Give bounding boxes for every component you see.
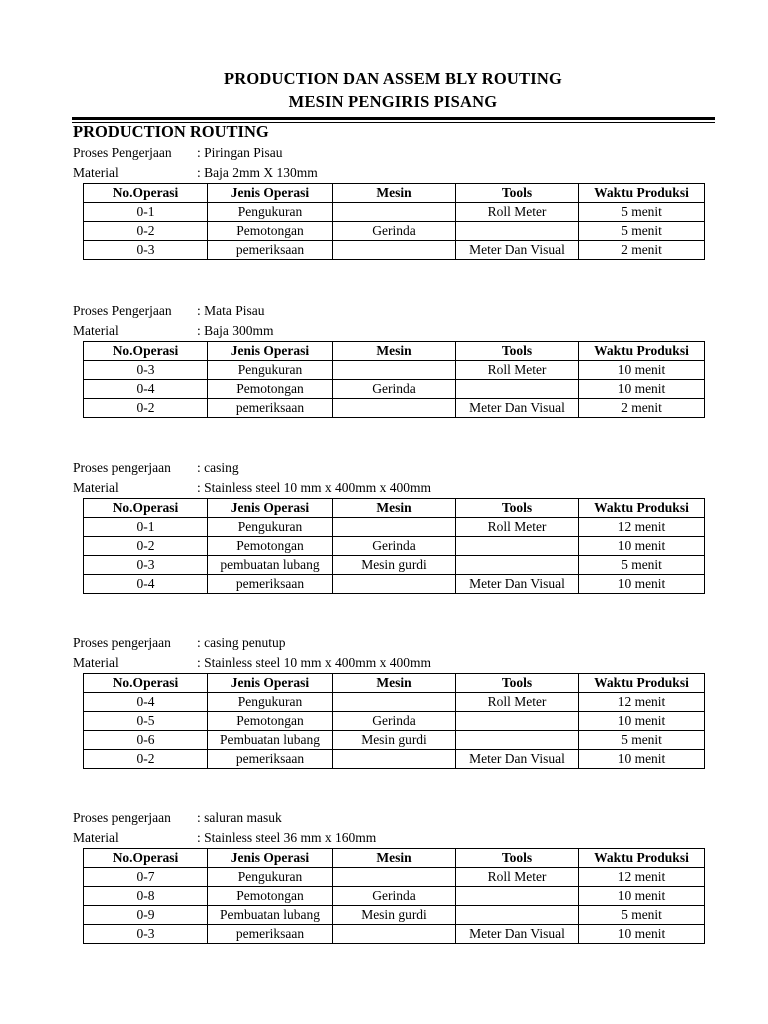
table-cell: Meter Dan Visual [456,750,579,769]
table-cell: 10 menit [579,887,705,906]
column-header: Mesin [333,674,456,693]
table-cell [456,380,579,399]
table-cell: pemeriksaan [208,575,333,594]
proses-label: Proses pengerjaan [73,810,171,825]
table-cell: 10 menit [579,750,705,769]
routing-table [83,673,705,769]
table-row [84,887,705,906]
table-cell: 10 menit [579,925,705,944]
material-value: : Baja 300mm [197,323,274,338]
table-row [84,537,705,556]
column-header: Waktu Produksi [579,342,705,361]
table-cell: 0-5 [84,712,208,731]
proses-value: : Mata Pisau [197,303,265,318]
table-row [84,731,705,750]
table-cell: Pemotongan [208,537,333,556]
table-row [84,575,705,594]
table-cell [333,693,456,712]
table-cell: Gerinda [333,712,456,731]
table-cell [333,518,456,537]
document-title: PRODUCTION DAN ASSEM BLY ROUTING [224,69,562,88]
column-header: Jenis Operasi [208,674,333,693]
table-cell [333,575,456,594]
table-cell: Pembuatan lubang [208,906,333,925]
proses-label: Proses pengerjaan [73,635,171,650]
table-header-row [84,849,705,868]
table-cell: 0-3 [84,241,208,260]
table-cell: 0-2 [84,537,208,556]
table-cell [333,868,456,887]
table-row [84,380,705,399]
table-cell [333,750,456,769]
table-cell [333,203,456,222]
table-cell: Mesin gurdi [333,556,456,575]
table-cell: 0-2 [84,399,208,418]
table-cell: 2 menit [579,399,705,418]
table-row [84,750,705,769]
column-header: No.Operasi [84,184,208,203]
table-row [84,693,705,712]
table-cell: Pengukuran [208,203,333,222]
table-cell: 12 menit [579,693,705,712]
proses-label: Proses Pengerjaan [73,145,172,160]
table-header-row [84,499,705,518]
column-header: Mesin [333,849,456,868]
table-cell: Roll Meter [456,518,579,537]
proses-value: : casing penutup [197,635,286,650]
column-header: No.Operasi [84,674,208,693]
table-cell: Gerinda [333,537,456,556]
column-header: Mesin [333,342,456,361]
column-header: Tools [456,674,579,693]
table-row [84,925,705,944]
table-cell: Roll Meter [456,361,579,380]
material-value: : Stainless steel 36 mm x 160mm [197,830,377,845]
document-subtitle: MESIN PENGIRIS PISANG [288,92,498,111]
table-cell: 12 menit [579,518,705,537]
table-cell: 0-1 [84,203,208,222]
table-cell: 0-4 [84,693,208,712]
column-header: Tools [456,849,579,868]
table-cell: Pengukuran [208,518,333,537]
section-heading: PRODUCTION ROUTING [73,122,269,141]
proses-value: : Piringan Pisau [197,145,283,160]
material-label: Material [73,480,119,495]
table-cell: pemeriksaan [208,399,333,418]
table-cell: Roll Meter [456,693,579,712]
table-row [84,241,705,260]
column-header: Waktu Produksi [579,499,705,518]
column-header: Jenis Operasi [208,499,333,518]
table-row [84,399,705,418]
material-value: : Stainless steel 10 mm x 400mm x 400mm [197,655,431,670]
table-row [84,518,705,537]
table-cell: Pembuatan lubang [208,731,333,750]
proses-value: : casing [197,460,239,475]
table-cell: Gerinda [333,222,456,241]
table-cell: Gerinda [333,380,456,399]
proses-label: Proses Pengerjaan [73,303,172,318]
table-row [84,712,705,731]
table-cell: Pemotongan [208,887,333,906]
header-rule-thick [72,117,715,120]
column-header: No.Operasi [84,342,208,361]
table-header-row [84,674,705,693]
column-header: Waktu Produksi [579,184,705,203]
table-cell: 10 menit [579,537,705,556]
column-header: Jenis Operasi [208,184,333,203]
table-cell [456,731,579,750]
material-label: Material [73,830,119,845]
table-cell: Pengukuran [208,361,333,380]
material-label: Material [73,323,119,338]
table-cell: 0-3 [84,361,208,380]
column-header: Mesin [333,499,456,518]
routing-table [83,341,705,418]
table-cell [333,241,456,260]
table-cell: 12 menit [579,868,705,887]
column-header: Tools [456,184,579,203]
table-cell: 0-1 [84,518,208,537]
table-cell: Mesin gurdi [333,731,456,750]
table-row [84,868,705,887]
table-cell: Gerinda [333,887,456,906]
table-cell: Mesin gurdi [333,906,456,925]
table-cell: pemeriksaan [208,241,333,260]
table-cell: 5 menit [579,906,705,925]
material-label: Material [73,165,119,180]
table-header-row [84,342,705,361]
routing-table [83,183,705,260]
table-row [84,361,705,380]
column-header: Waktu Produksi [579,849,705,868]
table-cell: 0-4 [84,380,208,399]
table-cell [333,361,456,380]
table-header-row [84,184,705,203]
table-cell: 5 menit [579,222,705,241]
table-cell [456,556,579,575]
column-header: Waktu Produksi [579,674,705,693]
table-cell: 10 menit [579,712,705,731]
table-cell [456,537,579,556]
table-cell [456,712,579,731]
column-header: Mesin [333,184,456,203]
table-cell: 10 menit [579,380,705,399]
table-row [84,203,705,222]
table-cell [456,906,579,925]
table-cell: Pemotongan [208,712,333,731]
table-cell: pemeriksaan [208,925,333,944]
table-row [84,906,705,925]
table-cell: 10 menit [579,575,705,594]
table-cell: Roll Meter [456,203,579,222]
table-cell: 10 menit [579,361,705,380]
table-cell: 0-2 [84,222,208,241]
table-cell: 0-4 [84,575,208,594]
table-row [84,222,705,241]
column-header: Jenis Operasi [208,849,333,868]
table-cell: Pengukuran [208,868,333,887]
column-header: Tools [456,342,579,361]
column-header: Jenis Operasi [208,342,333,361]
column-header: No.Operasi [84,499,208,518]
table-cell: Meter Dan Visual [456,925,579,944]
table-cell [456,222,579,241]
table-cell: Pengukuran [208,693,333,712]
table-cell: Meter Dan Visual [456,575,579,594]
table-cell: 0-2 [84,750,208,769]
table-cell: Pemotongan [208,380,333,399]
table-cell: pemeriksaan [208,750,333,769]
table-cell: 2 menit [579,241,705,260]
table-cell: 0-3 [84,556,208,575]
routing-table [83,498,705,594]
table-cell: 0-6 [84,731,208,750]
material-label: Material [73,655,119,670]
proses-label: Proses pengerjaan [73,460,171,475]
column-header: Tools [456,499,579,518]
proses-value: : saluran masuk [197,810,282,825]
table-cell: 0-9 [84,906,208,925]
column-header: No.Operasi [84,849,208,868]
table-cell: Roll Meter [456,868,579,887]
table-cell: 5 menit [579,203,705,222]
table-cell: Meter Dan Visual [456,399,579,418]
table-cell: Pemotongan [208,222,333,241]
material-value: : Baja 2mm X 130mm [197,165,318,180]
table-cell [333,399,456,418]
table-cell: 0-8 [84,887,208,906]
table-cell: 0-7 [84,868,208,887]
material-value: : Stainless steel 10 mm x 400mm x 400mm [197,480,431,495]
table-cell: 0-3 [84,925,208,944]
table-cell: pembuatan lubang [208,556,333,575]
routing-table [83,848,705,944]
table-cell: Meter Dan Visual [456,241,579,260]
table-cell: 5 menit [579,556,705,575]
table-cell [333,925,456,944]
table-cell: 5 menit [579,731,705,750]
table-row [84,556,705,575]
table-cell [456,887,579,906]
